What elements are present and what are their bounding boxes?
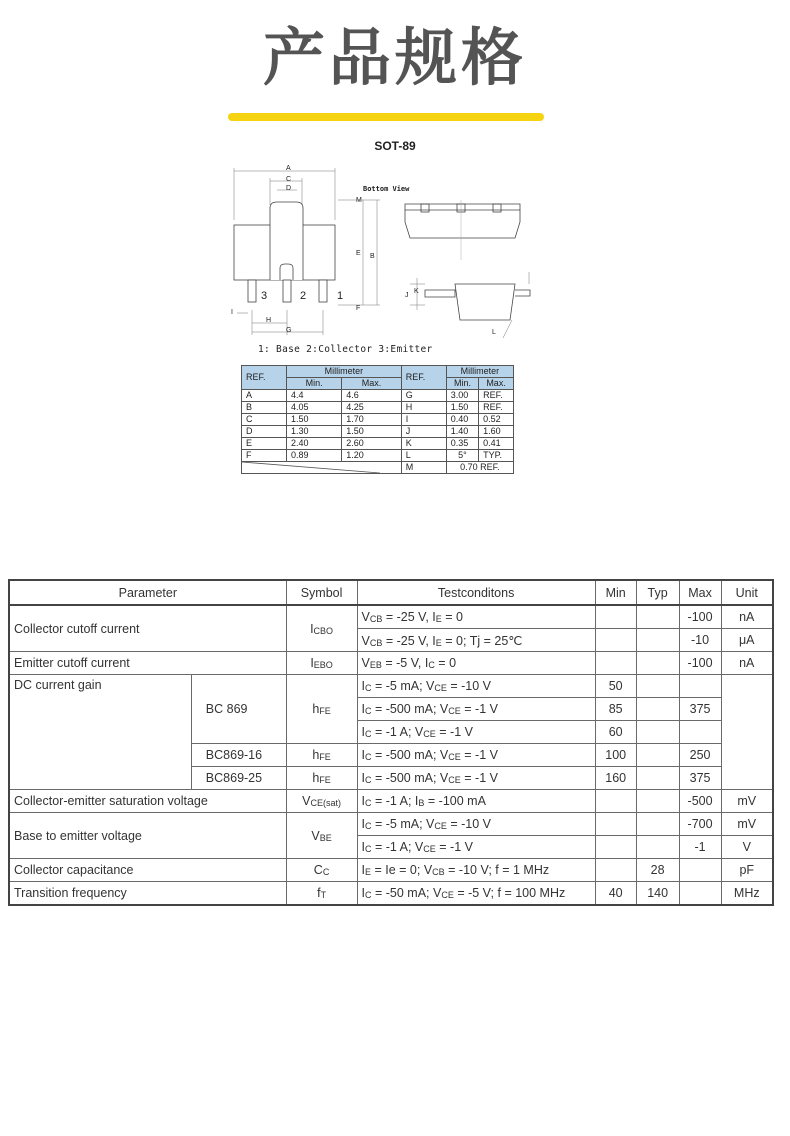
min-cell — [595, 859, 636, 882]
param-cell: DC current gain — [9, 675, 191, 790]
unit-cell: nA — [721, 605, 773, 629]
max-cell — [679, 859, 721, 882]
bottom-view-label: Bottom View — [363, 185, 410, 193]
ref-cell: G — [401, 390, 446, 402]
pin-1-number: 1 — [337, 290, 344, 302]
table-row — [242, 390, 514, 402]
condition-cell: $I_C = -5$ mA; $V_{CE} = -10$ V — [357, 813, 595, 836]
min-cell: 0.40 — [446, 414, 478, 426]
page-title: 产品规格 — [262, 21, 527, 94]
condition-cell: $I_C = -500$ mA; $V_{CE} = -1$ V — [357, 744, 595, 767]
min-cell: 85 — [595, 698, 636, 721]
empty-diagonal-cell — [242, 462, 402, 474]
table-row — [9, 790, 773, 813]
max-cell: 1.60 — [479, 426, 514, 438]
ref-cell: A — [242, 390, 287, 402]
condition-cell: $I_C = -500$ mA; $V_{CE} = -1$ V — [357, 767, 595, 790]
symbol-cell: $V_{CE(sat)}$ — [286, 790, 357, 813]
min-cell: 50 — [595, 675, 636, 698]
typ-cell — [636, 813, 679, 836]
min-cell: 60 — [595, 721, 636, 744]
symbol-cell: $I_{CBO}$ — [286, 605, 357, 652]
dim-label-m: M — [356, 197, 362, 204]
condition-cell: $I_C = -500$ mA; $V_{CE} = -1$ V — [357, 698, 595, 721]
dim-label-l: L — [492, 329, 496, 336]
param-cell: Transition frequency — [9, 882, 286, 906]
table-row — [242, 450, 514, 462]
table-row — [9, 813, 773, 836]
condition-cell: $I_C = -1$ A; $I_B = -100$ mA — [357, 790, 595, 813]
min-cell: 0.89 — [287, 450, 342, 462]
pin-2-lead — [283, 280, 291, 302]
max-cell: 4.25 — [342, 402, 401, 414]
pin-1-lead — [319, 280, 327, 302]
param-cell: Collector-emitter saturation voltage — [9, 790, 286, 813]
device-cell: BC869-25 — [191, 767, 286, 790]
max-cell — [679, 721, 721, 744]
dim-label-a: A — [286, 165, 291, 172]
max-cell: -100 — [679, 605, 721, 629]
ref-header: REF. — [242, 366, 287, 390]
unit-cell: pF — [721, 859, 773, 882]
param-cell: Emitter cutoff current — [9, 652, 286, 675]
unit-cell: mV — [721, 790, 773, 813]
typ-cell: 140 — [636, 882, 679, 906]
min-cell: 4.05 — [287, 402, 342, 414]
table-row — [9, 605, 773, 629]
min-cell — [595, 605, 636, 629]
unit-cell — [721, 675, 773, 790]
min-cell: 100 — [595, 744, 636, 767]
max-cell — [679, 675, 721, 698]
table-row — [242, 402, 514, 414]
typ-cell — [636, 836, 679, 859]
max-cell: 1.50 — [342, 426, 401, 438]
table-row — [242, 414, 514, 426]
dimension-table — [241, 365, 514, 474]
ref-cell: K — [401, 438, 446, 450]
unit-cell: mV — [721, 813, 773, 836]
ref-cell: H — [401, 402, 446, 414]
side-view-top — [405, 200, 520, 260]
min-cell: 5° — [446, 450, 478, 462]
ref-cell: D — [242, 426, 287, 438]
symbol-cell: $h_{FE}$ — [286, 675, 357, 744]
diagonal-line — [242, 462, 380, 473]
dim-label-k: K — [414, 288, 419, 295]
package-name: SOT-89 — [374, 139, 416, 153]
max-cell: 1.70 — [342, 414, 401, 426]
electrical-characteristics-table — [8, 579, 774, 906]
symbol-cell: $h_{FE}$ — [286, 767, 357, 790]
dim-label-g: G — [286, 327, 292, 334]
min-cell — [595, 790, 636, 813]
dim-label-b: B — [370, 253, 375, 260]
min-header: Min. — [287, 378, 342, 390]
condition-cell: $V_{CB} = -25$ V, $I_E = 0$; Tj = 25℃ — [357, 629, 595, 652]
typ-cell — [636, 721, 679, 744]
max-cell: -1 — [679, 836, 721, 859]
min-cell: 1.50 — [446, 402, 478, 414]
param-cell: Collector capacitance — [9, 859, 286, 882]
symbol-cell: $I_{EBO}$ — [286, 652, 357, 675]
param-cell: Collector cutoff current — [9, 605, 286, 652]
pin-3-lead — [248, 280, 256, 302]
table-row — [242, 438, 514, 450]
symbol-cell: $C_C$ — [286, 859, 357, 882]
ref-cell: L — [401, 450, 446, 462]
min-header: Min — [595, 580, 636, 605]
condition-cell: $I_C = -50$ mA; $V_{CE} = -5$ V; f = 100 MHz — [357, 882, 595, 906]
condition-cell: $V_{EB} = -5$ V, $I_C = 0$ — [357, 652, 595, 675]
pin-3-number: 3 — [261, 290, 268, 302]
condition-cell: $I_C = -1$ A; $V_{CE} = -1$ V — [357, 836, 595, 859]
value-cell: 0.70 REF. — [446, 462, 513, 474]
symbol-cell: $f_T$ — [286, 882, 357, 906]
typ-cell — [636, 744, 679, 767]
max-cell: -700 — [679, 813, 721, 836]
millimeter-header: Millimeter — [287, 366, 402, 378]
min-cell: 40 — [595, 882, 636, 906]
dim-label-d: D — [286, 185, 292, 192]
max-cell: REF. — [479, 402, 514, 414]
symbol-cell: $V_{BE}$ — [286, 813, 357, 859]
condition-cell: $I_C = -5$ mA; $V_{CE} = -10$ V — [357, 675, 595, 698]
max-header-2: Max. — [479, 378, 514, 390]
max-header: Max — [679, 580, 721, 605]
min-cell: 0.35 — [446, 438, 478, 450]
table-row — [9, 652, 773, 675]
dim-label-j: J — [405, 292, 409, 299]
ref-cell: J — [401, 426, 446, 438]
condition-cell: $V_{CB} = -25$ V, $I_E = 0$ — [357, 605, 595, 629]
table-header-row — [9, 580, 773, 605]
collector-tab — [270, 202, 303, 280]
dim-label-i: I — [231, 309, 233, 316]
dim-label-f: F — [356, 305, 361, 312]
unit-cell: nA — [721, 652, 773, 675]
min-cell: 3.00 — [446, 390, 478, 402]
side-view-bottom — [410, 272, 530, 338]
typ-header: Typ — [636, 580, 679, 605]
typ-cell — [636, 605, 679, 629]
condition-cell: $I_E = Ie = 0$; $V_{CB} = -10$ V; f = 1 MHz — [357, 859, 595, 882]
typ-cell — [636, 767, 679, 790]
typ-cell — [636, 652, 679, 675]
param-cell: Base to emitter voltage — [9, 813, 286, 859]
min-cell: 1.50 — [287, 414, 342, 426]
min-header-2: Min. — [446, 378, 478, 390]
typ-cell — [636, 675, 679, 698]
device-cell: BC869-16 — [191, 744, 286, 767]
unit-cell: μA — [721, 629, 773, 652]
ref-cell: F — [242, 450, 287, 462]
dim-label-h: H — [266, 317, 272, 324]
max-cell: 375 — [679, 767, 721, 790]
max-cell: REF. — [479, 390, 514, 402]
ref-cell: E — [242, 438, 287, 450]
table-row — [9, 859, 773, 882]
unit-cell: V — [721, 836, 773, 859]
max-cell: 375 — [679, 698, 721, 721]
min-cell — [595, 652, 636, 675]
pin-legend: 1: Base 2:Collector 3:Emitter — [258, 344, 433, 355]
condition-cell: $I_C = -1$ A; $V_{CE} = -1$ V — [357, 721, 595, 744]
typ-cell — [636, 629, 679, 652]
max-cell: -100 — [679, 652, 721, 675]
max-cell: -500 — [679, 790, 721, 813]
ref-header-2: REF. — [401, 366, 446, 390]
typ-cell — [636, 790, 679, 813]
millimeter-header-2: Millimeter — [446, 366, 513, 378]
typ-cell — [636, 698, 679, 721]
max-cell: 2.60 — [342, 438, 401, 450]
pin-2-number: 2 — [300, 290, 307, 302]
max-cell: 0.52 — [479, 414, 514, 426]
dimension-lines-bottom — [237, 310, 323, 335]
max-cell: TYP. — [479, 450, 514, 462]
parameter-header: Parameter — [9, 580, 286, 605]
min-cell: 4.4 — [287, 390, 342, 402]
unit-header: Unit — [721, 580, 773, 605]
ref-cell: B — [242, 402, 287, 414]
table-row — [242, 426, 514, 438]
typ-cell: 28 — [636, 859, 679, 882]
test-conditions-header: Testconditons — [357, 580, 595, 605]
max-cell: 4.6 — [342, 390, 401, 402]
dim-label-e: E — [356, 250, 361, 257]
min-cell: 2.40 — [287, 438, 342, 450]
table-row — [9, 882, 773, 906]
min-cell: 1.30 — [287, 426, 342, 438]
device-cell: BC 869 — [191, 675, 286, 744]
max-header: Max. — [342, 378, 401, 390]
table-row — [9, 675, 773, 698]
symbol-cell: $h_{FE}$ — [286, 744, 357, 767]
max-cell: -10 — [679, 629, 721, 652]
ref-cell: M — [401, 462, 446, 474]
max-cell: 1.20 — [342, 450, 401, 462]
min-cell — [595, 629, 636, 652]
max-cell — [679, 882, 721, 906]
min-cell — [595, 836, 636, 859]
min-cell: 1.40 — [446, 426, 478, 438]
title-underline — [228, 113, 544, 121]
unit-cell: MHz — [721, 882, 773, 906]
table-row — [242, 462, 514, 474]
max-cell: 0.41 — [479, 438, 514, 450]
symbol-header: Symbol — [286, 580, 357, 605]
ref-cell: C — [242, 414, 287, 426]
min-cell: 160 — [595, 767, 636, 790]
dim-table-header-row — [242, 366, 514, 378]
max-cell: 250 — [679, 744, 721, 767]
ref-cell: I — [401, 414, 446, 426]
min-cell — [595, 813, 636, 836]
dim-label-c: C — [286, 176, 292, 183]
